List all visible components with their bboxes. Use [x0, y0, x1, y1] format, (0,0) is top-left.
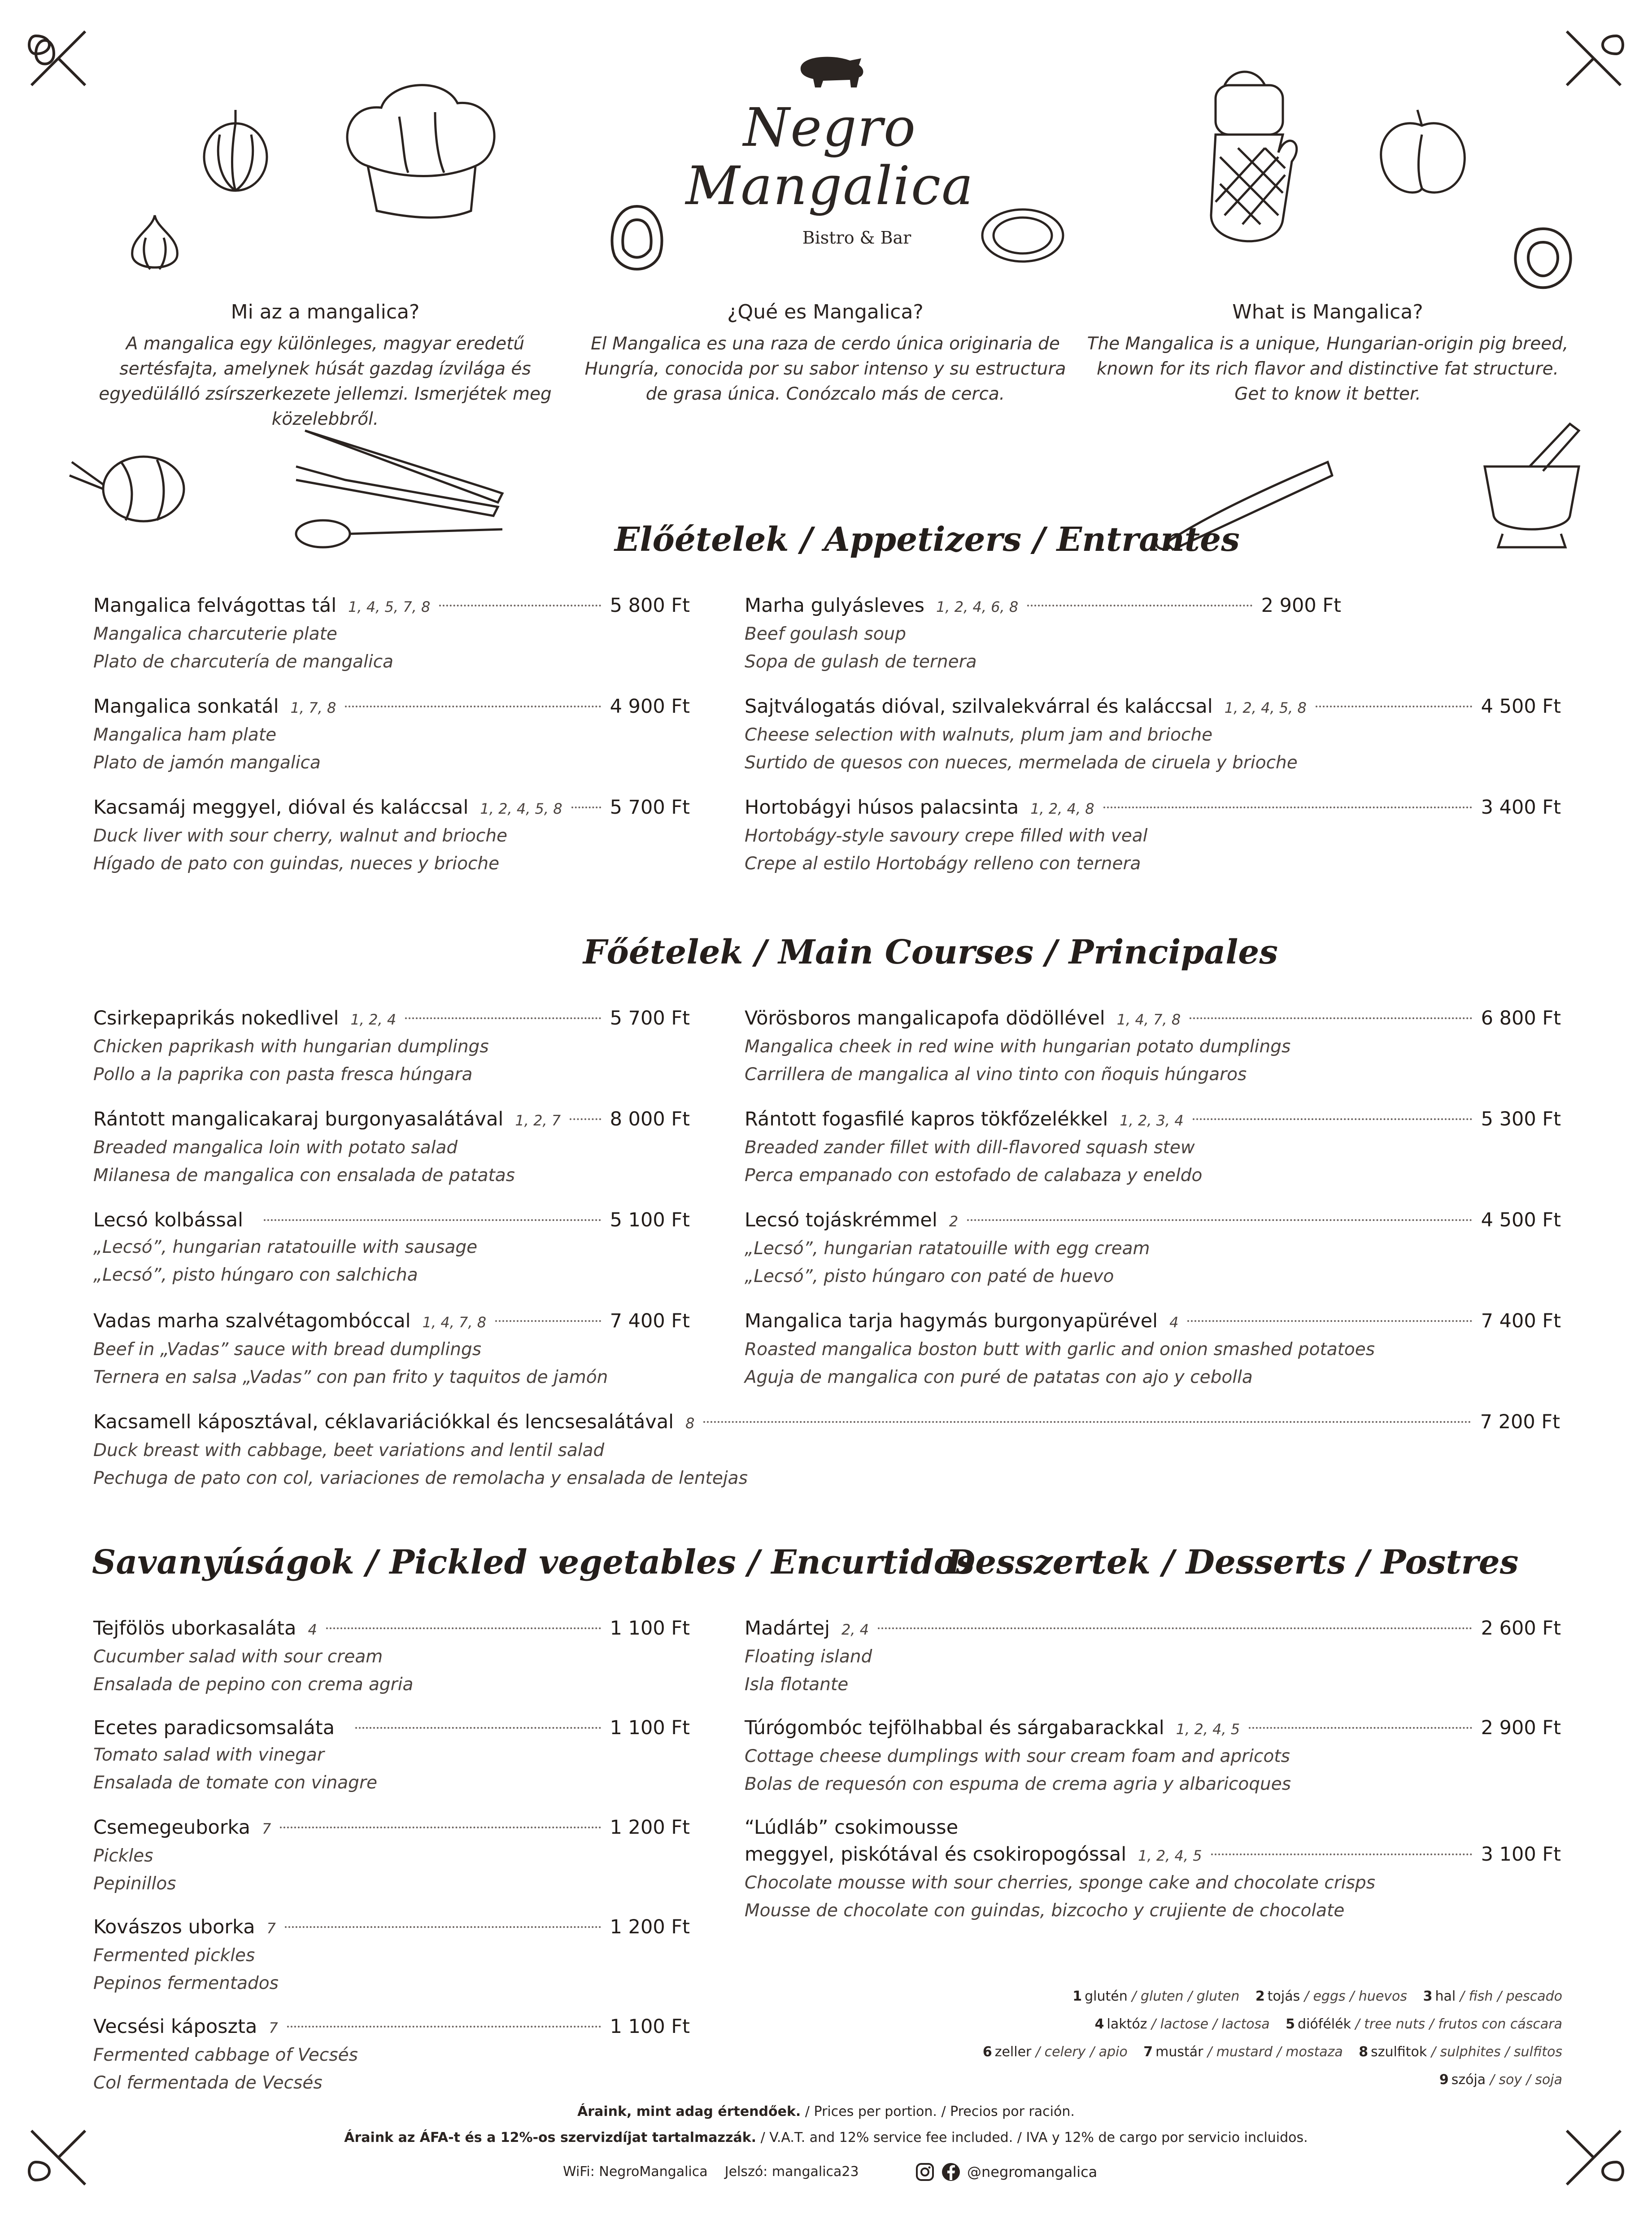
item-price: 2 900 Ft: [1481, 1717, 1561, 1739]
dot-leader: [495, 1320, 601, 1322]
item-name: Mangalica sonkatál: [93, 695, 279, 718]
item-spanish: Sopa de gulash de ternera: [745, 652, 977, 672]
item-price: 4 500 Ft: [1481, 1209, 1561, 1231]
item-name: Madártej: [745, 1617, 830, 1640]
allergen-translation: / fish / pescado: [1460, 1989, 1562, 2004]
cutlery-illustration: [292, 422, 511, 556]
item-spanish: Plato de charcutería de mangalica: [93, 652, 394, 672]
item-english: Duck breast with cabbage, beet variations and lentil salad: [93, 1440, 605, 1461]
menu-item: [93, 1615, 690, 1699]
dot-leader: [570, 1118, 601, 1120]
item-allergens: 2: [949, 1213, 959, 1230]
allergen-translation: / gluten / gluten: [1132, 1989, 1240, 2004]
item-allergens: 1, 2, 3, 4: [1120, 1112, 1184, 1129]
footer-line1-rest: / Prices per portion. / Precios por ración.: [801, 2104, 1075, 2119]
footer-price-note: [0, 2104, 1652, 2119]
menu-item: [93, 2013, 690, 2097]
allergen-number: 3: [1423, 1989, 1433, 2004]
item-name-line1: “Lúdláb” csokimousse: [745, 1816, 959, 1839]
item-price: 5 700 Ft: [610, 796, 690, 819]
item-spanish: Ensalada de pepino con crema agria: [93, 1675, 414, 1695]
allergen-number: 2: [1255, 1989, 1265, 2004]
item-english: Hortobágy-style savoury crepe filled with veal: [745, 826, 1148, 846]
item-spanish: Col fermentada de Vecsés: [93, 2073, 323, 2093]
mortar-pestle-illustration: [1476, 417, 1588, 552]
intro-hu-title: Mi az a mangalica?: [231, 301, 420, 323]
intro-hu-text: A mangalica egy különleges, magyar eredetű sertésfajta, amelynek húsát gazdag ízvilága és egyedülálló zsírszerkezete jellemzi. Ismerjétek meg közelebbről.: [99, 334, 552, 429]
item-price: 5 700 Ft: [610, 1007, 690, 1029]
allergen-number: 7: [1143, 2044, 1153, 2060]
menu-item: [93, 592, 690, 676]
menu-item: [93, 1106, 690, 1190]
allergen-translation: / mustard / mostaza: [1207, 2044, 1343, 2060]
item-name: Kacsamell káposztával, céklavariációkkal és lencsesalátával: [93, 1411, 674, 1433]
allergen-translation: / eggs / huevos: [1304, 1989, 1408, 2004]
item-name: Túrógombóc tejfölhabbal és sárgabarackkal: [745, 1717, 1164, 1739]
oven-mitt-illustration: [1184, 67, 1310, 256]
dot-leader: [439, 605, 601, 606]
dot-leader: [1103, 807, 1472, 808]
intro-spanish: [579, 301, 1072, 407]
item-spanish: Hígado de pato con guindas, nueces y brioche: [93, 854, 500, 874]
item-name: Ecetes paradicsomsaláta: [93, 1717, 335, 1739]
allergen-translation: / lactose / lactosa: [1151, 2016, 1270, 2032]
item-english: Breaded zander fillet with dill-flavored squash stew: [745, 1138, 1195, 1158]
item-price: 5 100 Ft: [610, 1209, 690, 1231]
dot-leader: [571, 807, 601, 808]
brand-logo: [673, 49, 987, 248]
item-english: Pickles: [93, 1846, 153, 1866]
pepper-ring-illustration: [1507, 224, 1579, 292]
item-spanish: Mousse de chocolate con guindas, bizcocho y crujiente de chocolate: [745, 1901, 1345, 1921]
dot-leader: [405, 1017, 601, 1019]
pig-icon: [792, 49, 868, 90]
item-price: 4 900 Ft: [610, 695, 690, 718]
allergen-name: diófélék: [1298, 2016, 1351, 2032]
item-allergens: 1, 4, 7, 8: [422, 1314, 487, 1331]
wifi-info: [563, 2164, 859, 2180]
chef-hat-illustration: [336, 76, 507, 224]
item-allergens: 1, 2, 4, 8: [1030, 800, 1094, 817]
password-label: Jelszó:: [724, 2164, 768, 2180]
item-name: Rántott fogasfilé kapros tökfőzelékkel: [745, 1108, 1108, 1130]
item-name: Lecsó kolbással: [93, 1209, 244, 1231]
item-english: „Lecsó”, hungarian ratatouille with egg cream: [745, 1238, 1150, 1259]
menu-item: [93, 1714, 690, 1797]
dot-leader: [1193, 1118, 1472, 1120]
pepper-slice-illustration: [606, 202, 668, 274]
onion-whole-illustration: [67, 444, 193, 525]
item-allergens: 1, 7, 8: [290, 699, 336, 716]
item-english: Duck liver with sour cherry, walnut and brioche: [93, 826, 508, 846]
item-name: Lecsó tojáskrémmel: [745, 1209, 937, 1231]
item-spanish: Pechuga de pato con col, variaciones de remolacha y ensalada de lentejas: [93, 1468, 748, 1488]
item-spanish: „Lecsó”, pisto húngaro con paté de huevo: [745, 1266, 1114, 1286]
item-allergens: 1, 2, 4, 5, 8: [480, 800, 562, 817]
intro-es-text: El Mangalica es una raza de cerdo única originaria de Hungría, conocida por su sabor intenso y su estructura de grasa única. Conózcalo más de cerca.: [584, 334, 1066, 404]
item-price: 3 400 Ft: [1481, 796, 1561, 819]
item-spanish: Ensalada de tomate con vinagre: [93, 1773, 377, 1793]
item-name: Csemegeuborka: [93, 1816, 251, 1839]
dot-leader: [287, 2026, 601, 2028]
allergen-number: 8: [1359, 2044, 1369, 2060]
item-english: Chicken paprikash with hungarian dumplings: [93, 1037, 489, 1057]
item-english: Roasted mangalica boston butt with garlic and onion smashed potatoes: [745, 1339, 1375, 1360]
menu-item: [93, 1005, 690, 1089]
dot-leader: [1187, 1320, 1472, 1322]
item-name: Marha gulyásleves: [745, 594, 925, 617]
item-spanish: Crepe al estilo Hortobágy relleno con ternera: [745, 854, 1141, 874]
item-price: 7 400 Ft: [1481, 1310, 1561, 1332]
corner-ornament-top-left: [27, 27, 90, 90]
dot-leader: [1316, 706, 1472, 707]
item-english: Fermented pickles: [93, 1945, 255, 1966]
section-title-pickles: Savanyúságok / Pickled vegetables / Encurtidos: [92, 1543, 975, 1582]
item-english: Fermented cabbage of Vecsés: [93, 2045, 358, 2065]
intro-es-title: ¿Qué es Mangalica?: [727, 301, 924, 323]
intro-en-text: The Mangalica is a unique, Hungarian-origin pig breed, known for its rich flavor and distinctive fat structure. Get to know it better.: [1087, 334, 1569, 404]
item-spanish: Milanesa de mangalica con ensalada de patatas: [93, 1165, 515, 1186]
item-price: 5 800 Ft: [610, 594, 690, 617]
allergen-name: szulfitok: [1371, 2044, 1427, 2060]
dot-leader: [1027, 605, 1252, 606]
item-spanish: Pepinillos: [93, 1874, 176, 1894]
item-price: 7 400 Ft: [610, 1310, 690, 1332]
item-allergens: 7: [266, 1920, 276, 1937]
allergen-name: mustár: [1155, 2044, 1203, 2060]
dot-leader: [280, 1827, 601, 1828]
item-price: 2 900 Ft: [1261, 594, 1341, 617]
menu-item: [93, 1914, 690, 1997]
item-price: 1 100 Ft: [610, 1717, 690, 1739]
instagram-icon: [915, 2162, 935, 2182]
item-english: Cheese selection with walnuts, plum jam and brioche: [745, 725, 1213, 745]
brand-subtitle: Bistro & Bar: [802, 227, 911, 248]
intro-en-title: What is Mangalica?: [1232, 301, 1423, 323]
item-english: Beef in „Vadas” sauce with bread dumplings: [93, 1339, 482, 1360]
menu-item: [745, 1005, 1561, 1089]
item-allergens: 1, 2, 7: [515, 1112, 561, 1129]
allergen-name: laktóz: [1107, 2016, 1147, 2032]
dot-leader: [285, 1926, 601, 1928]
item-english: Mangalica ham plate: [93, 725, 277, 745]
item-english: Chocolate mousse with sour cherries, sponge cake and chocolate crisps: [745, 1873, 1376, 1893]
allergen-translation: / sulphites / sulfitos: [1431, 2044, 1562, 2060]
allergen-name: glutén: [1085, 1989, 1128, 2004]
dot-leader: [703, 1421, 1471, 1423]
wifi-label: WiFi:: [563, 2164, 595, 2180]
menu-item: [745, 1106, 1561, 1190]
footer-line2-rest: / V.A.T. and 12% service fee included. / IVA y 12% de cargo por servicio incluidos.: [756, 2130, 1308, 2146]
item-allergens: 1, 4, 5, 7, 8: [348, 598, 431, 615]
item-name: Mangalica tarja hagymás burgonyapürével: [745, 1310, 1158, 1332]
item-spanish: Perca empanado con estofado de calabaza y eneldo: [745, 1165, 1203, 1186]
garlic-illustration: [126, 211, 184, 274]
item-price: 1 100 Ft: [610, 1617, 690, 1640]
item-name: Rántott mangalicakaraj burgonyasalátával: [93, 1108, 504, 1130]
item-spanish: Plato de jamón mangalica: [93, 753, 321, 773]
wifi-password: mangalica23: [772, 2164, 859, 2180]
item-price: 8 000 Ft: [610, 1108, 690, 1130]
item-english: Floating island: [745, 1647, 872, 1667]
allergen-translation: / tree nuts / frutos con cáscara: [1355, 2016, 1562, 2032]
item-price: 6 800 Ft: [1481, 1007, 1561, 1029]
menu-item: [745, 794, 1561, 878]
menu-item: [93, 1814, 690, 1898]
item-spanish: Pollo a la paprika con pasta fresca húngara: [93, 1064, 473, 1085]
allergen-name: hal: [1435, 1989, 1456, 2004]
item-english: Cucumber salad with sour cream: [93, 1647, 383, 1667]
section-title-appetizers: Előételek / Appetizers / Entrantes: [615, 520, 1240, 559]
menu-item: [93, 693, 690, 777]
item-price: 1 100 Ft: [610, 2015, 690, 2038]
dot-leader: [264, 1219, 601, 1221]
item-allergens: 2, 4: [841, 1621, 869, 1638]
facebook-icon: [941, 2162, 961, 2182]
menu-item: [93, 794, 690, 878]
item-allergens: 1, 2, 4, 5: [1138, 1847, 1202, 1864]
item-english: Mangalica cheek in red wine with hungarian potato dumplings: [745, 1037, 1291, 1057]
item-allergens: 4: [1169, 1314, 1179, 1331]
zucchini-slice-illustration: [978, 206, 1068, 265]
item-allergens: 7: [269, 2019, 278, 2036]
allergen-legend: [983, 1983, 1562, 2094]
allergen-number: 9: [1439, 2072, 1449, 2088]
allergen-number: 4: [1094, 2016, 1104, 2032]
allergen-name: tojás: [1267, 1989, 1300, 2004]
item-price: 5 300 Ft: [1481, 1108, 1561, 1130]
intro-hungarian: [78, 301, 572, 432]
onion-illustration: [197, 108, 274, 197]
wifi-name: NegroMangalica: [599, 2164, 708, 2180]
item-english: Beef goulash soup: [745, 624, 907, 644]
item-name: Mangalica felvágottas tál: [93, 594, 337, 617]
item-english: Cottage cheese dumplings with sour cream foam and apricots: [745, 1746, 1290, 1766]
item-spanish: Carrillera de mangalica al vino tinto con ñoquis húngaros: [745, 1064, 1247, 1085]
dot-leader: [326, 1627, 601, 1629]
footer-vat-note: [0, 2130, 1652, 2146]
item-price: 1 200 Ft: [610, 1916, 690, 1938]
item-english: „Lecsó”, hungarian ratatouille with sausage: [93, 1237, 478, 1257]
item-price: 4 500 Ft: [1481, 695, 1561, 718]
item-name: Sajtválogatás dióval, szilvalekvárral és kaláccsal: [745, 695, 1213, 718]
item-allergens: 1, 2, 4, 5, 8: [1224, 699, 1307, 716]
corner-ornament-top-right: [1562, 27, 1625, 90]
menu-item: [93, 1308, 690, 1391]
item-name: Hortobágyi húsos palacsinta: [745, 796, 1019, 819]
item-allergens: 4: [308, 1621, 317, 1638]
item-name: Kovászos uborka: [93, 1916, 255, 1938]
item-name: Vecsési káposzta: [93, 2015, 257, 2038]
item-spanish: Isla flotante: [745, 1675, 849, 1695]
allergen-translation: / soy / soja: [1490, 2072, 1562, 2088]
item-spanish: Pepinos fermentados: [93, 1973, 279, 1993]
dot-leader: [1211, 1853, 1472, 1855]
menu-item: [93, 1207, 690, 1289]
social-handle-text: @negromangalica: [967, 2163, 1098, 2180]
menu-item: [745, 693, 1561, 777]
menu-item: [745, 1308, 1561, 1391]
item-spanish: Ternera en salsa „Vadas” con pan frito y taquitos de jamón: [93, 1367, 608, 1387]
dot-leader: [1249, 1727, 1472, 1729]
brand-name: Negro Mangalica: [685, 96, 974, 217]
item-spanish: Bolas de requesón con espuma de crema agria y albaricoques: [745, 1774, 1291, 1794]
footer-line1-bold: Áraink, mint adag értendőek.: [577, 2104, 801, 2119]
item-english: Mangalica charcuterie plate: [93, 624, 337, 644]
menu-item: [745, 592, 1341, 676]
menu-item: [745, 1207, 1561, 1291]
dot-leader: [345, 706, 601, 707]
item-allergens: 8: [685, 1415, 695, 1432]
allergen-number: 5: [1286, 2016, 1295, 2032]
social-handle[interactable]: [915, 2162, 1097, 2182]
item-english: Breaded mangalica loin with potato salad: [93, 1138, 458, 1158]
item-english: Tomato salad with vinegar: [93, 1745, 324, 1765]
item-allergens: 1, 4, 7, 8: [1116, 1011, 1181, 1028]
item-spanish: „Lecsó”, pisto húngaro con salchicha: [93, 1265, 418, 1285]
item-name: Kacsamáj meggyel, dióval és kaláccsal: [93, 796, 469, 819]
item-allergens: 1, 2, 4, 6, 8: [936, 598, 1019, 615]
dot-leader: [967, 1219, 1472, 1221]
allergen-name: szója: [1451, 2072, 1486, 2088]
allergen-number: 6: [982, 2044, 992, 2060]
menu-item: [745, 1714, 1561, 1798]
item-price: 2 600 Ft: [1481, 1617, 1561, 1640]
item-spanish: Aguja de mangalica con puré de patatas con ajo y cebolla: [745, 1367, 1253, 1387]
dot-leader: [878, 1627, 1472, 1629]
item-name: meggyel, piskótával és csokiropogóssal: [745, 1843, 1127, 1866]
intro-english: [1081, 301, 1574, 407]
item-name: Vadas marha szalvétagombóccal: [93, 1310, 411, 1332]
allergen-translation: / celery / apio: [1035, 2044, 1128, 2060]
dot-leader: [1190, 1017, 1472, 1019]
item-price: 7 200 Ft: [1480, 1411, 1560, 1433]
item-allergens: 1, 2, 4: [350, 1011, 397, 1028]
item-allergens: 1, 2, 4, 5: [1176, 1721, 1240, 1738]
item-allergens: 7: [262, 1820, 271, 1837]
item-price: 1 200 Ft: [610, 1816, 690, 1839]
item-name: Csirkepaprikás nokedlivel: [93, 1007, 339, 1029]
item-name: Vörösboros mangalicapofa dödöllével: [745, 1007, 1105, 1029]
allergen-number: 1: [1072, 1989, 1082, 2004]
allergen-name: zeller: [994, 2044, 1032, 2060]
footer-line2-bold: Áraink az ÁFA-t és a 12%-os szervizdíjat tartalmazzák.: [344, 2130, 757, 2146]
item-name: Tejfölös uborkasaláta: [93, 1617, 296, 1640]
menu-item: [745, 1615, 1561, 1699]
menu-item: [93, 1409, 1560, 1492]
dot-leader: [355, 1727, 601, 1729]
item-price: 3 100 Ft: [1481, 1843, 1561, 1866]
menu-item: [745, 1814, 1561, 1925]
section-title-mains: Főételek / Main Courses / Principales: [583, 933, 1278, 972]
section-title-desserts: Desszertek / Desserts / Postres: [946, 1543, 1519, 1582]
item-spanish: Surtido de quesos con nueces, mermelada de ciruela y brioche: [745, 753, 1298, 773]
bell-pepper-illustration: [1373, 108, 1471, 202]
